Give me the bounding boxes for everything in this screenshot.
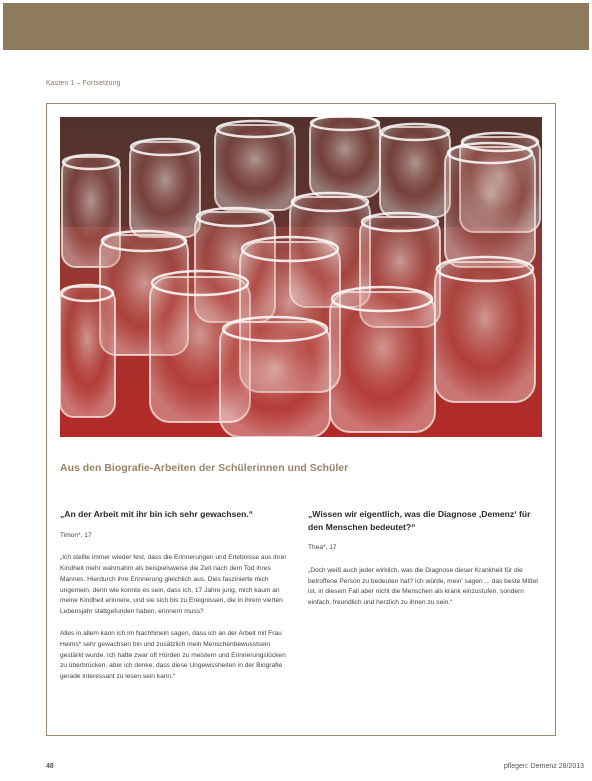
quote-heading-left: „An der Arbeit mit ihr bin ich sehr gewachsen.“ — [60, 509, 254, 519]
paragraph: „Doch weiß auch jeder wirklich, was die Diagnose dieser Krankheit für die betroffene Person zu bedeuten hat? Ich würde, mein' sagen ... das beste Mittel ist, in diesem Fall aber nicht die Menschen als krank einzustufen, sondern einfach, freundlich und herzlich zu ihnen zu sein.“ — [308, 566, 538, 607]
paragraph: „Ich stellte immer wieder fest, dass die Erinnerungen und Erlebnisse aus ihrer Kindheit mehr wahrnahm als beispielsweise die Zeit nach dem Tod ihres Mannes. Hierdurch ihre Erinnerung gleichlich aus. Dies faszinierte mich ungemein, denn wie konnte es sein, dass ich, 17 Jahre jung, mich kaum an meine Kindheit erinnere, und sie sich bis zu Ereignissen, die in ihrem vierten Lebensjahr stattgefunden haben, erinnern muss? — [60, 554, 287, 616]
quote-heading-right: „Wissen wir eigentlich, was die Diagnose ‚Demenz‘ für den Menschen bedeutet?“ — [308, 509, 531, 532]
journal-reference: pflegen: Demenz 28/2013 — [503, 763, 584, 770]
paragraph: Alles in allem kann ich im Nachhinein sagen, dass ich an der Arbeit mit Frau Heims* sehr gewachsen bin und zusätzlich mein Menschenbewusstsein gestärkt wurde. Ich hatte zwar oft Hürden zu meistern und Erinnerungslücken zu überbrücken, aber ich denke, dass diese Ungewissheiten in der Biografie gerade interessant zu lesen sein kann.“ — [60, 630, 286, 681]
student-name-right: Thea*, 17 — [308, 544, 337, 551]
right-column — [308, 508, 540, 620]
student-name-left: Timon*, 17 — [60, 531, 92, 539]
page-number: 48 — [46, 763, 54, 770]
section-label: Kasten 1 – Fortsetzung — [46, 80, 121, 87]
box-heading: Aus den Biografie-Arbeiten der Schülerinnen und Schüler — [60, 462, 349, 474]
jars-photo — [60, 117, 542, 437]
left-column — [60, 508, 292, 694]
header-band — [3, 3, 589, 50]
